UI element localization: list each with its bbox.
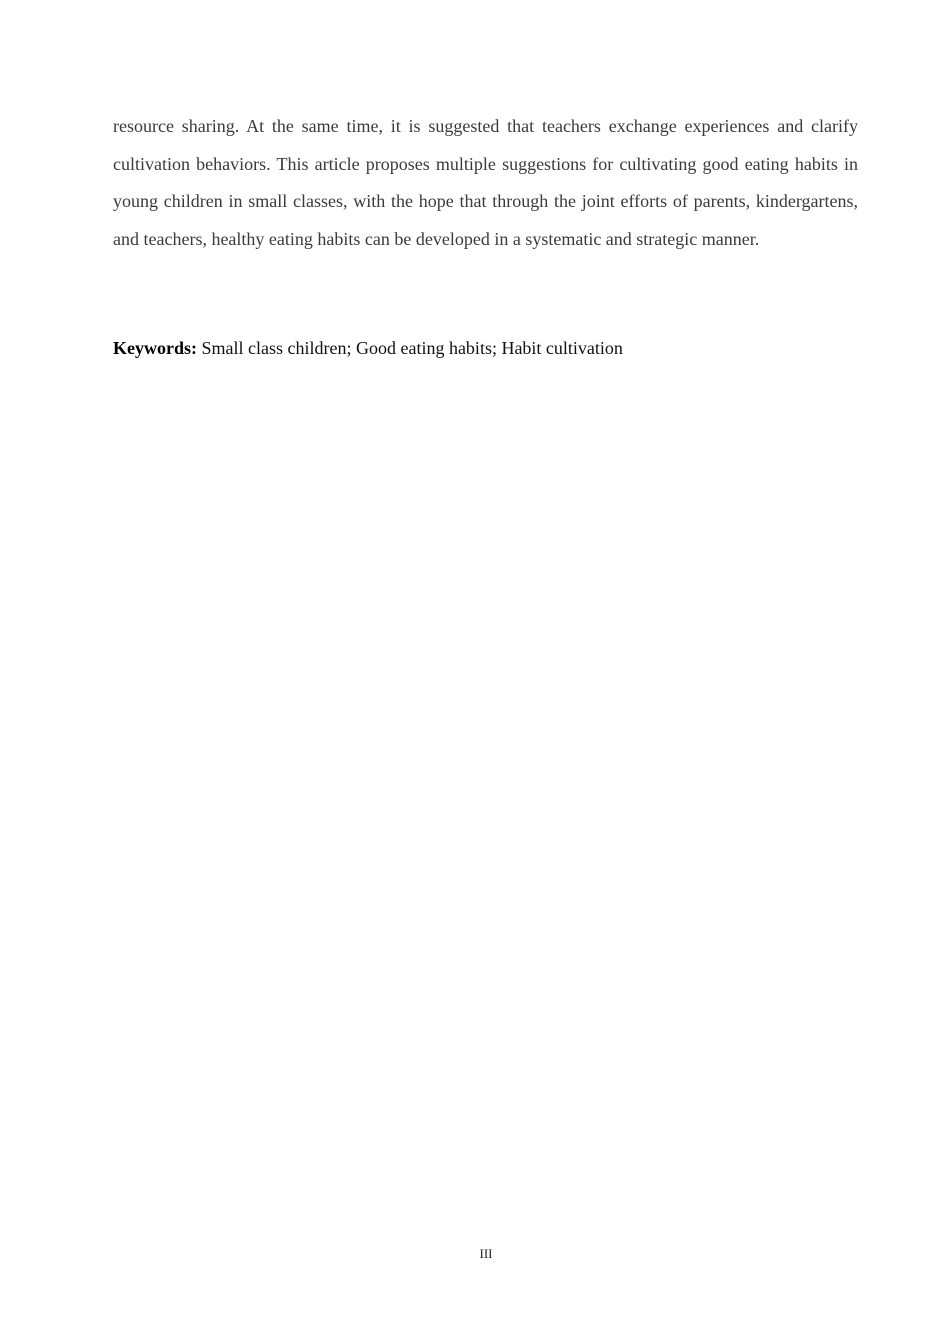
keywords-line: [113, 330, 858, 367]
abstract-paragraph: resource sharing. At the same time, it is suggested that teachers exchange experiences and clarify cultivation behaviors. This article proposes multiple suggestions for cultivating good eating habits in young children in small classes, with the hope that through the joint efforts of parents, kindergartens, and teachers, healthy eating habits can be developed in a systematic and strategic manner.: [113, 116, 858, 249]
keywords-label: Keywords:: [113, 338, 197, 358]
keywords-text: Small class children; Good eating habits; Habit cultivation: [201, 338, 623, 358]
page-number: III: [479, 1246, 493, 1261]
